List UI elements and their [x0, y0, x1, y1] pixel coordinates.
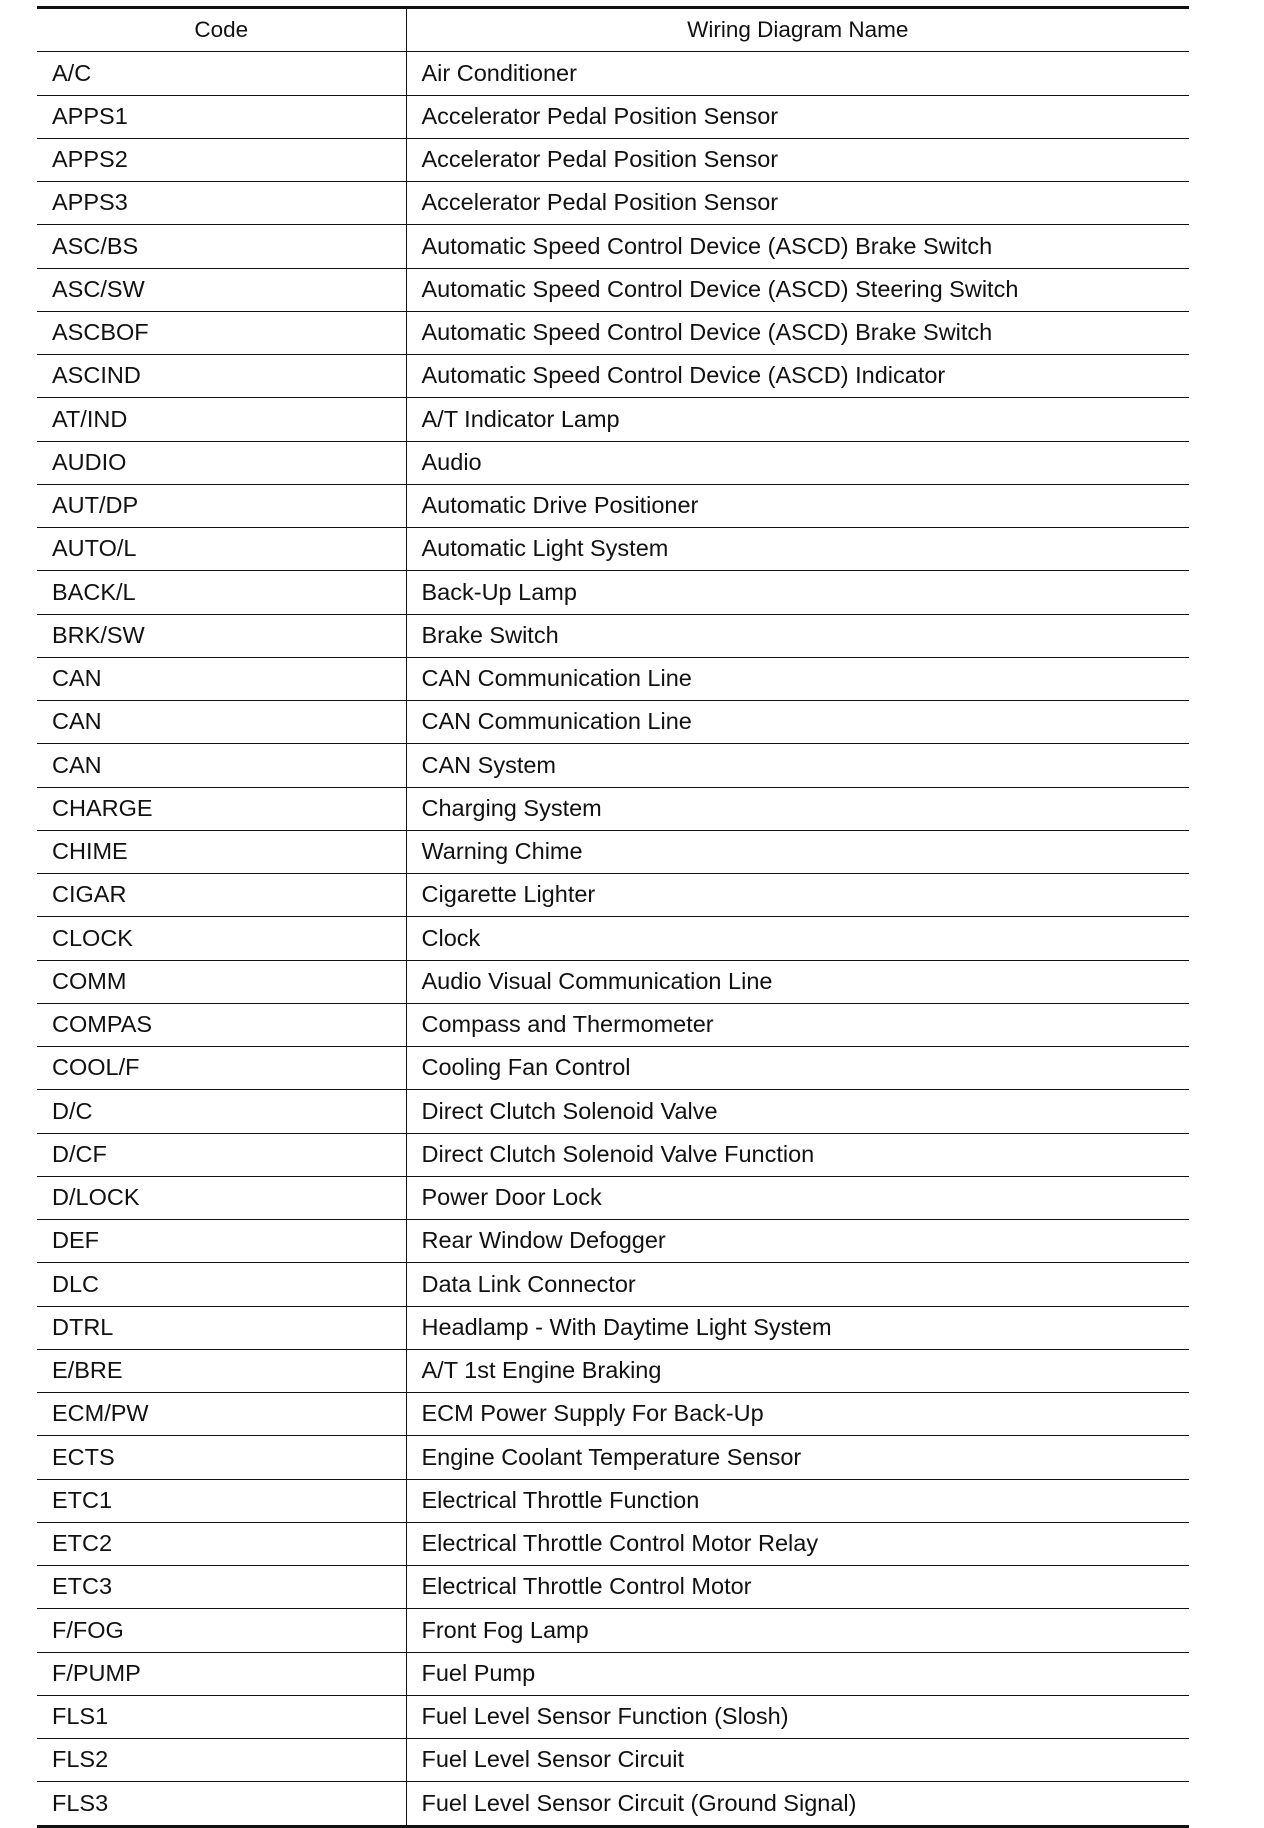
- table-row: [37, 1522, 1189, 1565]
- code-cell: CLOCK: [37, 917, 406, 960]
- table-row: [37, 614, 1189, 657]
- diagram-name-cell: Engine Coolant Temperature Sensor: [406, 1436, 1189, 1479]
- code-cell: AT/IND: [37, 398, 406, 441]
- diagram-name-cell: Automatic Speed Control Device (ASCD) Brake Switch: [406, 311, 1189, 354]
- wiring-diagram-table: [37, 6, 1189, 1828]
- table-row: [37, 1393, 1189, 1436]
- diagram-name-cell: Cooling Fan Control: [406, 1047, 1189, 1090]
- table-row: [37, 1047, 1189, 1090]
- diagram-name-cell: Automatic Light System: [406, 528, 1189, 571]
- table-row: [37, 182, 1189, 225]
- diagram-name-cell: Direct Clutch Solenoid Valve Function: [406, 1133, 1189, 1176]
- code-cell: APPS1: [37, 95, 406, 138]
- code-cell: ETC3: [37, 1566, 406, 1609]
- diagram-name-cell: Automatic Speed Control Device (ASCD) Steering Switch: [406, 268, 1189, 311]
- code-cell: ECTS: [37, 1436, 406, 1479]
- code-cell: ASCBOF: [37, 311, 406, 354]
- diagram-name-cell: Automatic Speed Control Device (ASCD) Indicator: [406, 355, 1189, 398]
- table-row: [37, 830, 1189, 873]
- code-cell: CAN: [37, 701, 406, 744]
- diagram-name-cell: Charging System: [406, 787, 1189, 830]
- table-row: [37, 1436, 1189, 1479]
- diagram-name-cell: Audio: [406, 441, 1189, 484]
- table-row: [37, 1003, 1189, 1046]
- diagram-name-cell: Automatic Speed Control Device (ASCD) Brake Switch: [406, 225, 1189, 268]
- diagram-name-cell: Clock: [406, 917, 1189, 960]
- diagram-name-cell: Fuel Level Sensor Circuit (Ground Signal): [406, 1782, 1189, 1826]
- code-cell: DTRL: [37, 1306, 406, 1349]
- table-row: [37, 657, 1189, 700]
- diagram-name-cell: Automatic Drive Positioner: [406, 484, 1189, 527]
- table-row: [37, 398, 1189, 441]
- code-cell: CHARGE: [37, 787, 406, 830]
- table-row: [37, 1609, 1189, 1652]
- diagram-name-cell: Front Fog Lamp: [406, 1609, 1189, 1652]
- diagram-name-cell: A/T 1st Engine Braking: [406, 1349, 1189, 1392]
- code-cell: AUT/DP: [37, 484, 406, 527]
- code-cell: AUTO/L: [37, 528, 406, 571]
- code-cell: CAN: [37, 744, 406, 787]
- table-row: [37, 52, 1189, 95]
- table-row: [37, 874, 1189, 917]
- table-row: [37, 1695, 1189, 1738]
- code-cell: F/PUMP: [37, 1652, 406, 1695]
- diagram-name-cell: Brake Switch: [406, 614, 1189, 657]
- code-cell: F/FOG: [37, 1609, 406, 1652]
- code-cell: ETC2: [37, 1522, 406, 1565]
- code-cell: ASC/SW: [37, 268, 406, 311]
- table-row: [37, 1263, 1189, 1306]
- table-row: [37, 1566, 1189, 1609]
- code-cell: D/LOCK: [37, 1176, 406, 1219]
- code-cell: COOL/F: [37, 1047, 406, 1090]
- table-row: [37, 1479, 1189, 1522]
- table-body: [37, 52, 1189, 1826]
- table-row: [37, 787, 1189, 830]
- diagram-name-cell: Data Link Connector: [406, 1263, 1189, 1306]
- table-row: [37, 1176, 1189, 1219]
- code-cell: CIGAR: [37, 874, 406, 917]
- diagram-name-cell: Headlamp - With Daytime Light System: [406, 1306, 1189, 1349]
- diagram-name-cell: Air Conditioner: [406, 52, 1189, 95]
- table-row: [37, 571, 1189, 614]
- table-row: [37, 95, 1189, 138]
- table-row: [37, 1349, 1189, 1392]
- diagram-name-cell: Cigarette Lighter: [406, 874, 1189, 917]
- table-row: [37, 138, 1189, 181]
- code-cell: ETC1: [37, 1479, 406, 1522]
- table-row: [37, 744, 1189, 787]
- table-header: [37, 8, 1189, 52]
- diagram-name-cell: Accelerator Pedal Position Sensor: [406, 95, 1189, 138]
- code-cell: BRK/SW: [37, 614, 406, 657]
- code-cell: FLS1: [37, 1695, 406, 1738]
- diagram-name-cell: Fuel Level Sensor Function (Slosh): [406, 1695, 1189, 1738]
- code-cell: FLS2: [37, 1739, 406, 1782]
- diagram-name-cell: Back-Up Lamp: [406, 571, 1189, 614]
- code-cell: AUDIO: [37, 441, 406, 484]
- table-row: [37, 484, 1189, 527]
- diagram-name-cell: Electrical Throttle Control Motor Relay: [406, 1522, 1189, 1565]
- diagram-name-cell: CAN System: [406, 744, 1189, 787]
- code-cell: APPS3: [37, 182, 406, 225]
- code-column-header: Code: [37, 8, 406, 52]
- code-cell: E/BRE: [37, 1349, 406, 1392]
- table-row: [37, 1220, 1189, 1263]
- table-row: [37, 441, 1189, 484]
- table-row: [37, 960, 1189, 1003]
- table-row: [37, 528, 1189, 571]
- diagram-name-cell: Fuel Level Sensor Circuit: [406, 1739, 1189, 1782]
- code-cell: BACK/L: [37, 571, 406, 614]
- code-cell: CHIME: [37, 830, 406, 873]
- diagram-name-cell: Accelerator Pedal Position Sensor: [406, 182, 1189, 225]
- code-cell: FLS3: [37, 1782, 406, 1826]
- table-row: [37, 1306, 1189, 1349]
- code-cell: D/C: [37, 1090, 406, 1133]
- table-row: [37, 1090, 1189, 1133]
- code-cell: ASCIND: [37, 355, 406, 398]
- diagram-name-cell: Direct Clutch Solenoid Valve: [406, 1090, 1189, 1133]
- code-cell: DLC: [37, 1263, 406, 1306]
- table-row: [37, 1739, 1189, 1782]
- code-cell: APPS2: [37, 138, 406, 181]
- diagram-name-cell: Electrical Throttle Control Motor: [406, 1566, 1189, 1609]
- diagram-name-cell: Audio Visual Communication Line: [406, 960, 1189, 1003]
- table-row: [37, 917, 1189, 960]
- diagram-name-cell: Power Door Lock: [406, 1176, 1189, 1219]
- table-row: [37, 268, 1189, 311]
- diagram-name-cell: Warning Chime: [406, 830, 1189, 873]
- table-row: [37, 311, 1189, 354]
- table-row: [37, 1782, 1189, 1826]
- header-row: [37, 8, 1189, 52]
- code-cell: COMPAS: [37, 1003, 406, 1046]
- diagram-name-cell: A/T Indicator Lamp: [406, 398, 1189, 441]
- diagram-name-cell: CAN Communication Line: [406, 701, 1189, 744]
- code-cell: A/C: [37, 52, 406, 95]
- name-column-header: Wiring Diagram Name: [406, 8, 1189, 52]
- code-cell: ECM/PW: [37, 1393, 406, 1436]
- diagram-name-cell: Rear Window Defogger: [406, 1220, 1189, 1263]
- diagram-name-cell: Accelerator Pedal Position Sensor: [406, 138, 1189, 181]
- table-row: [37, 225, 1189, 268]
- code-cell: ASC/BS: [37, 225, 406, 268]
- diagram-name-cell: CAN Communication Line: [406, 657, 1189, 700]
- diagram-name-cell: ECM Power Supply For Back-Up: [406, 1393, 1189, 1436]
- diagram-name-cell: Electrical Throttle Function: [406, 1479, 1189, 1522]
- diagram-name-cell: Compass and Thermometer: [406, 1003, 1189, 1046]
- table-row: [37, 1652, 1189, 1695]
- diagram-name-cell: Fuel Pump: [406, 1652, 1189, 1695]
- code-cell: DEF: [37, 1220, 406, 1263]
- table-row: [37, 1133, 1189, 1176]
- table-row: [37, 355, 1189, 398]
- table-row: [37, 701, 1189, 744]
- code-cell: D/CF: [37, 1133, 406, 1176]
- code-cell: COMM: [37, 960, 406, 1003]
- code-cell: CAN: [37, 657, 406, 700]
